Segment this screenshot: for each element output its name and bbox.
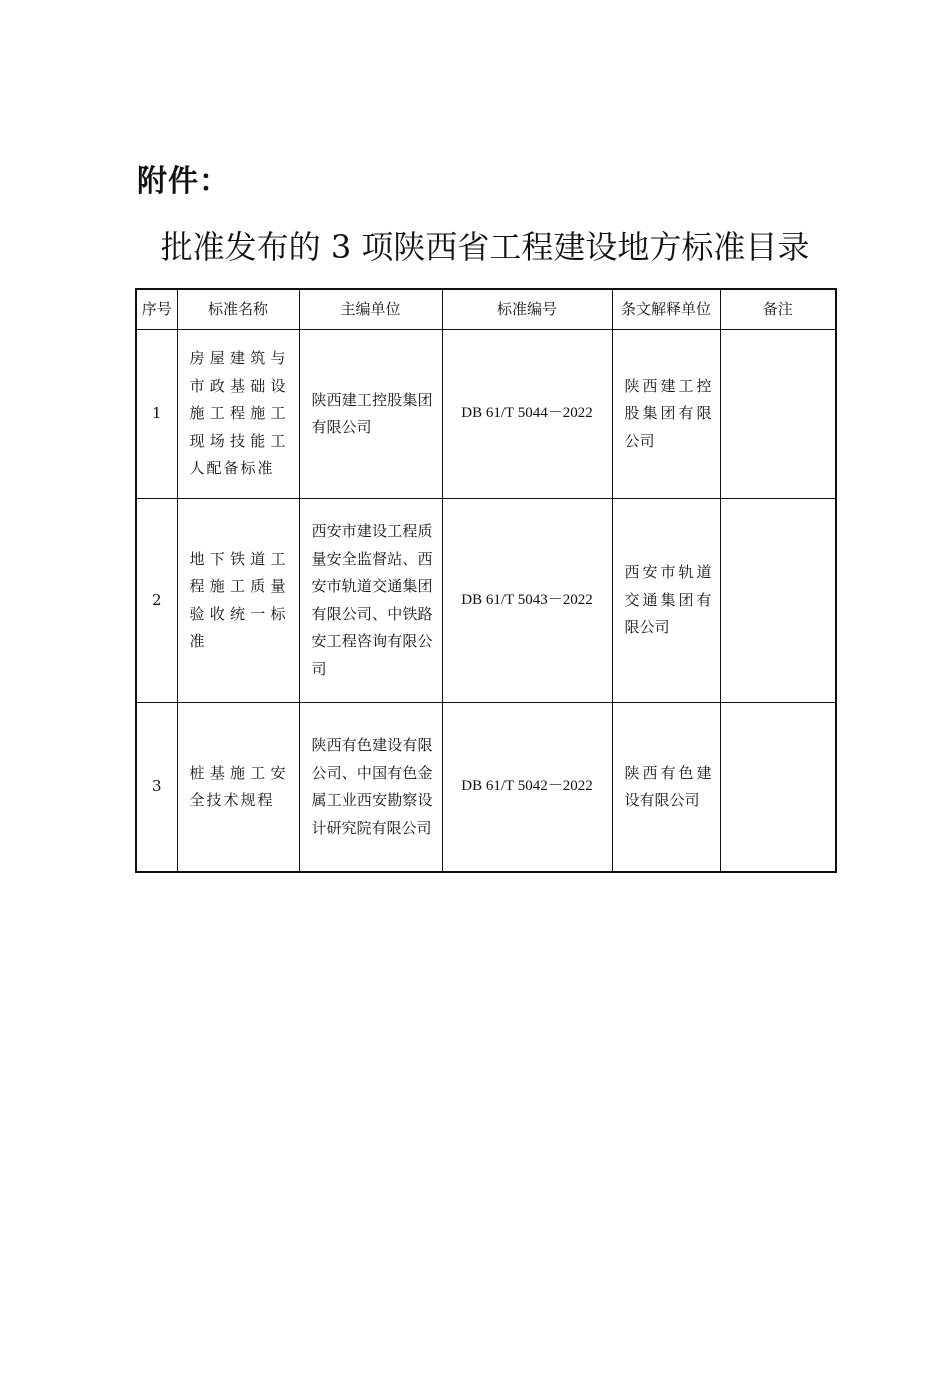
table-header-row xyxy=(136,289,836,330)
document-title: 批准发布的 3 项陕西省工程建设地方标准目录 xyxy=(160,228,810,266)
header-chief-editor-unit: 主编单位 xyxy=(299,289,442,330)
table-row xyxy=(136,499,836,703)
standard-code-cell: DB 61/T 5044－2022 xyxy=(442,330,612,499)
remarks-cell xyxy=(720,499,836,703)
header-remarks: 备注 xyxy=(720,289,836,330)
standards-table xyxy=(135,288,837,873)
standard-name-cell: 地下铁道工程施工质量验收统一标准 xyxy=(177,499,299,703)
standard-code-cell: DB 61/T 5043－2022 xyxy=(442,499,612,703)
header-standard-name: 标准名称 xyxy=(177,289,299,330)
table-row xyxy=(136,703,836,873)
header-serial-number: 序号 xyxy=(136,289,177,330)
serial-number-cell: 2 xyxy=(136,499,177,703)
remarks-cell xyxy=(720,703,836,873)
chief-editor-unit-cell: 西安市建设工程质量安全监督站、西安市轨道交通集团有限公司、中铁路安工程咨询有限公司 xyxy=(299,499,442,703)
header-standard-code: 标准编号 xyxy=(442,289,612,330)
interpretation-unit-cell: 陕西建工控股集团有限公司 xyxy=(612,330,720,499)
chief-editor-unit-cell: 陕西有色建设有限公司、中国有色金属工业西安勘察设计研究院有限公司 xyxy=(299,703,442,873)
serial-number-cell: 3 xyxy=(136,703,177,873)
interpretation-unit-cell: 陕西有色建设有限公司 xyxy=(612,703,720,873)
attachment-label: 附件： xyxy=(137,164,230,199)
serial-number-cell: 1 xyxy=(136,330,177,499)
interpretation-unit-cell: 西安市轨道交通集团有限公司 xyxy=(612,499,720,703)
standard-code-cell: DB 61/T 5042－2022 xyxy=(442,703,612,873)
header-interpretation-unit: 条文解释单位 xyxy=(612,289,720,330)
chief-editor-unit-cell: 陕西建工控股集团有限公司 xyxy=(299,330,442,499)
standard-name-cell: 房屋建筑与市政基础设施工程施工现场技能工人配备标准 xyxy=(177,330,299,499)
table-row xyxy=(136,330,836,499)
remarks-cell xyxy=(720,330,836,499)
standard-name-cell: 桩基施工安全技术规程 xyxy=(177,703,299,873)
